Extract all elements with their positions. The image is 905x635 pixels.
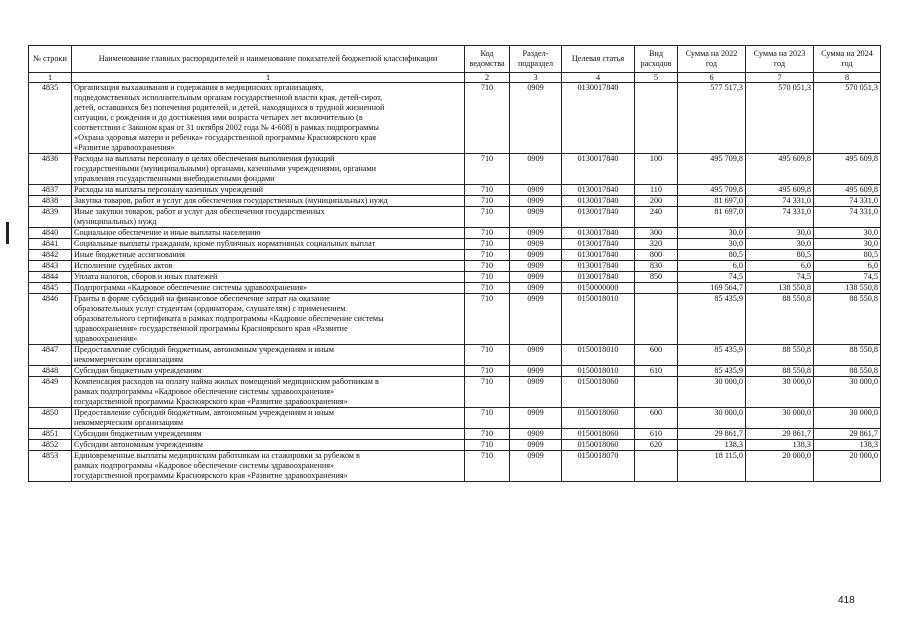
sum-2023-cell: 29 861,7 (746, 429, 814, 440)
column-number: 6 (678, 73, 746, 83)
expense-type-cell: 600 (635, 408, 678, 429)
sum-2022-cell: 81 697,0 (678, 196, 746, 207)
sum-2023-cell: 138,3 (746, 440, 814, 451)
description-line: подведомственных исполнительным органам государственной власти края, детей-сирот, (74, 93, 383, 102)
description-line: здравоохранения» государственной программы Красноярского края «Развитие (74, 324, 348, 333)
column-number: 7 (746, 73, 814, 83)
expense-type-cell: 850 (635, 272, 678, 283)
description-line: Субсидии автономным учреждениям (74, 440, 203, 449)
description-line: «Развитие здравоохранения» (74, 143, 175, 152)
header-expense-type: Вид расходов (635, 46, 678, 73)
sum-2024-cell: 138 550,8 (814, 283, 881, 294)
description-line: Иные бюджетные ассигнования (74, 250, 185, 259)
sum-2023-cell: 74,5 (746, 272, 814, 283)
sum-2022-cell: 80,5 (678, 250, 746, 261)
section-cell: 0909 (510, 239, 562, 250)
section-cell: 0909 (510, 154, 562, 185)
section-cell: 0909 (510, 377, 562, 408)
description-cell (72, 377, 465, 408)
description-cell (72, 207, 465, 228)
sum-2023-cell: 30 000,0 (746, 408, 814, 429)
table-row (29, 272, 881, 283)
sum-2024-cell: 29 861,7 (814, 429, 881, 440)
sum-2023-cell: 495 609,8 (746, 154, 814, 185)
sum-2024-cell: 30,0 (814, 228, 881, 239)
section-cell: 0909 (510, 272, 562, 283)
section-cell: 0909 (510, 294, 562, 345)
dept-code-cell: 710 (465, 261, 510, 272)
column-number: 1 (29, 73, 72, 83)
row-number-cell: 4850 (29, 408, 72, 429)
sum-2022-cell: 495 709,8 (678, 185, 746, 196)
sum-2024-cell: 80,5 (814, 250, 881, 261)
section-cell: 0909 (510, 250, 562, 261)
section-cell: 0909 (510, 366, 562, 377)
dept-code-cell: 710 (465, 154, 510, 185)
dept-code-cell: 710 (465, 228, 510, 239)
row-number-cell: 4836 (29, 154, 72, 185)
section-cell: 0909 (510, 261, 562, 272)
sum-2024-cell: 138,3 (814, 440, 881, 451)
description-line: Расходы на выплаты персоналу в целях обеспечения выполнения функций (74, 154, 335, 163)
row-number-cell: 4838 (29, 196, 72, 207)
target-article-cell: 0130017840 (562, 83, 635, 154)
sum-2024-cell: 88 550,8 (814, 366, 881, 377)
description-cell (72, 196, 465, 207)
description-line: Гранты в форме субсидий на финансовое обеспечение затрат на оказание (74, 294, 330, 303)
description-line: соответствии с Законом края от 31 октября 2002 года № 4-608) в рамках подпрограммы (74, 123, 379, 132)
sum-2024-cell: 495 609,8 (814, 185, 881, 196)
target-article-cell: 0130017840 (562, 261, 635, 272)
description-cell (72, 83, 465, 154)
table-row (29, 83, 881, 154)
sum-2023-cell: 495 609,8 (746, 185, 814, 196)
dept-code-cell: 710 (465, 83, 510, 154)
description-line: Расходы на выплаты персоналу казенных учреждений (74, 185, 263, 194)
sum-2023-cell: 88 550,8 (746, 345, 814, 366)
row-number-cell: 4853 (29, 451, 72, 482)
target-article-cell: 0150000000 (562, 283, 635, 294)
dept-code-cell: 710 (465, 408, 510, 429)
target-article-cell: 0130017840 (562, 272, 635, 283)
section-cell: 0909 (510, 207, 562, 228)
expense-type-cell: 620 (635, 440, 678, 451)
expense-type-cell: 200 (635, 196, 678, 207)
expense-type-cell: 610 (635, 429, 678, 440)
table-row (29, 377, 881, 408)
description-line: государственной программы Красноярского края «Развитие здравоохранения» (74, 471, 348, 480)
sum-2023-cell: 74 331,0 (746, 196, 814, 207)
table-row (29, 261, 881, 272)
sum-2024-cell: 20 000,0 (814, 451, 881, 482)
dept-code-cell: 710 (465, 429, 510, 440)
description-cell (72, 440, 465, 451)
expense-type-cell (635, 294, 678, 345)
table-row (29, 185, 881, 196)
sum-2024-cell: 88 550,8 (814, 345, 881, 366)
header-sum-2024: Сумма на 2024 год (814, 46, 881, 73)
description-line: Единовременные выплаты медицинским работникам на стажировки за рубежом в (74, 451, 360, 460)
description-cell (72, 228, 465, 239)
description-line: Иные закупки товаров, работ и услуг для обеспечения государственных (74, 207, 325, 216)
sum-2024-cell: 74,5 (814, 272, 881, 283)
dept-code-cell: 710 (465, 345, 510, 366)
header-sum-2022: Сумма на 2022 год (678, 46, 746, 73)
target-article-cell: 0150018070 (562, 451, 635, 482)
target-article-cell: 0130017840 (562, 250, 635, 261)
sum-2023-cell: 30 000,0 (746, 377, 814, 408)
target-article-cell: 0150018060 (562, 440, 635, 451)
column-number: 5 (635, 73, 678, 83)
sum-2022-cell: 85 435,9 (678, 345, 746, 366)
section-cell: 0909 (510, 440, 562, 451)
table-row (29, 294, 881, 345)
sum-2023-cell: 88 550,8 (746, 294, 814, 345)
description-line: детей, оставшихся без попечения родителей, и детей, находящихся в трудной жизненной (74, 103, 385, 112)
table-row (29, 250, 881, 261)
section-cell: 0909 (510, 429, 562, 440)
description-line: Предоставление субсидий бюджетным, автономным учреждениям и иным (74, 345, 334, 354)
expense-type-cell (635, 283, 678, 294)
expense-type-cell (635, 377, 678, 408)
row-number-cell: 4843 (29, 261, 72, 272)
sum-2022-cell: 169 564,7 (678, 283, 746, 294)
table-row (29, 228, 881, 239)
row-number-cell: 4837 (29, 185, 72, 196)
sum-2023-cell: 6,0 (746, 261, 814, 272)
description-line: (муниципальных) нужд (74, 217, 157, 226)
target-article-cell: 0130017840 (562, 154, 635, 185)
dept-code-cell: 710 (465, 440, 510, 451)
sum-2024-cell: 30 000,0 (814, 408, 881, 429)
description-cell (72, 261, 465, 272)
description-line: Уплата налогов, сборов и иных платежей (74, 272, 218, 281)
dept-code-cell: 710 (465, 366, 510, 377)
description-cell (72, 239, 465, 250)
expense-type-cell: 610 (635, 366, 678, 377)
sum-2022-cell: 495 709,8 (678, 154, 746, 185)
description-line: образовательных услуг студентам (ординаторам, слушателям) с применением (74, 304, 346, 313)
section-cell: 0909 (510, 408, 562, 429)
dept-code-cell: 710 (465, 196, 510, 207)
description-line: здравоохранения» (74, 334, 138, 343)
description-line: Организация выхаживания и содержания в медицинских организациях, (74, 83, 324, 92)
row-number-cell: 4849 (29, 377, 72, 408)
expense-type-cell: 600 (635, 345, 678, 366)
sum-2022-cell: 85 435,9 (678, 294, 746, 345)
column-number: 3 (510, 73, 562, 83)
scan-margin-mark (6, 222, 9, 244)
table-row (29, 207, 881, 228)
row-number-cell: 4835 (29, 83, 72, 154)
description-cell (72, 272, 465, 283)
sum-2024-cell: 570 051,3 (814, 83, 881, 154)
target-article-cell: 0130017840 (562, 207, 635, 228)
description-line: Субсидии бюджетным учреждениям (74, 429, 202, 438)
header-dept-code: Код ведомства (465, 46, 510, 73)
sum-2023-cell: 30,0 (746, 228, 814, 239)
description-line: рамках подпрограммы «Кадровое обеспечение системы здравоохранения» (74, 461, 335, 470)
header-name: Наименование главных распорядителей и наименование показателей бюджетной классификации (72, 46, 465, 73)
sum-2023-cell: 88 550,8 (746, 366, 814, 377)
expense-type-cell: 830 (635, 261, 678, 272)
header-section: Раздел-подраздел (510, 46, 562, 73)
description-line: некоммерческим организациям (74, 355, 184, 364)
row-number-cell: 4848 (29, 366, 72, 377)
section-cell: 0909 (510, 283, 562, 294)
row-number-cell: 4847 (29, 345, 72, 366)
description-cell (72, 283, 465, 294)
sum-2022-cell: 30 000,0 (678, 408, 746, 429)
column-number: 4 (562, 73, 635, 83)
description-line: Исполнение судебных актов (74, 261, 173, 270)
section-cell: 0909 (510, 451, 562, 482)
sum-2022-cell: 29 861,7 (678, 429, 746, 440)
description-line: некоммерческим организациям (74, 418, 184, 427)
description-cell (72, 345, 465, 366)
expense-type-cell: 320 (635, 239, 678, 250)
expense-type-cell (635, 83, 678, 154)
description-cell (72, 250, 465, 261)
expense-type-cell: 100 (635, 154, 678, 185)
sum-2022-cell: 85 435,9 (678, 366, 746, 377)
sum-2023-cell: 138 550,8 (746, 283, 814, 294)
dept-code-cell: 710 (465, 377, 510, 408)
sum-2024-cell: 6,0 (814, 261, 881, 272)
row-number-cell: 4840 (29, 228, 72, 239)
description-line: Закупка товаров, работ и услуг для обеспечения государственных (муниципальных) нужд (74, 196, 388, 205)
sum-2022-cell: 138,3 (678, 440, 746, 451)
section-cell: 0909 (510, 196, 562, 207)
target-article-cell: 0150018010 (562, 345, 635, 366)
expense-type-cell (635, 451, 678, 482)
target-article-cell: 0150018060 (562, 408, 635, 429)
sum-2024-cell: 30 000,0 (814, 377, 881, 408)
sum-2022-cell: 74,5 (678, 272, 746, 283)
description-cell (72, 294, 465, 345)
table-row (29, 408, 881, 429)
description-line: Социальное обеспечение и иные выплаты населению (74, 228, 261, 237)
dept-code-cell: 710 (465, 272, 510, 283)
target-article-cell: 0130017840 (562, 185, 635, 196)
sum-2022-cell: 6,0 (678, 261, 746, 272)
table-row (29, 239, 881, 250)
table-row (29, 440, 881, 451)
row-number-cell: 4841 (29, 239, 72, 250)
table-row (29, 451, 881, 482)
section-cell: 0909 (510, 185, 562, 196)
sum-2024-cell: 30,0 (814, 239, 881, 250)
row-number-cell: 4852 (29, 440, 72, 451)
table-body (29, 83, 881, 482)
expense-type-cell: 240 (635, 207, 678, 228)
sum-2023-cell: 80,5 (746, 250, 814, 261)
row-number-cell: 4842 (29, 250, 72, 261)
column-number: 2 (465, 73, 510, 83)
expense-type-cell: 300 (635, 228, 678, 239)
description-line: управления государственными внебюджетными фондами (74, 174, 275, 183)
sum-2022-cell: 18 115,0 (678, 451, 746, 482)
sum-2022-cell: 81 697,0 (678, 207, 746, 228)
description-line: государственными (муниципальными) органами, казенными учреждениями, органами (74, 164, 377, 173)
row-number-cell: 4845 (29, 283, 72, 294)
description-cell (72, 154, 465, 185)
target-article-cell: 0130017840 (562, 228, 635, 239)
expense-type-cell: 800 (635, 250, 678, 261)
target-article-cell: 0130017840 (562, 196, 635, 207)
table-row (29, 196, 881, 207)
dept-code-cell: 710 (465, 239, 510, 250)
sum-2023-cell: 570 051,3 (746, 83, 814, 154)
description-cell (72, 429, 465, 440)
row-number-cell: 4844 (29, 272, 72, 283)
table-row (29, 283, 881, 294)
description-line: рамках подпрограммы «Кадровое обеспечение системы здравоохранения» (74, 387, 335, 396)
expense-type-cell: 110 (635, 185, 678, 196)
sum-2023-cell: 30,0 (746, 239, 814, 250)
description-line: «Охрана здоровья матери и ребенка» государственной программы Красноярского края (74, 133, 376, 142)
column-number: 8 (814, 73, 881, 83)
header-target-article: Целевая статья (562, 46, 635, 73)
page-number: 418 (838, 595, 855, 606)
column-number: 1 (72, 73, 465, 83)
sum-2022-cell: 577 517,3 (678, 83, 746, 154)
description-line: ситуации, с рождения и до достижения ими возраста четырех лет включительно (в (74, 113, 363, 122)
sum-2023-cell: 20 000,0 (746, 451, 814, 482)
sum-2022-cell: 30,0 (678, 239, 746, 250)
dept-code-cell: 710 (465, 185, 510, 196)
description-line: Компенсация расходов на оплату найма жилых помещений медицинским работникам в (74, 377, 379, 386)
table-row (29, 154, 881, 185)
description-line: Предоставление субсидий бюджетным, автономным учреждениям и иным (74, 408, 334, 417)
description-line: Подпрограмма «Кадровое обеспечение системы здравоохранения» (74, 283, 308, 292)
budget-table (28, 45, 881, 482)
sum-2024-cell: 74 331,0 (814, 196, 881, 207)
table-row (29, 345, 881, 366)
row-number-cell: 4851 (29, 429, 72, 440)
sum-2022-cell: 30 000,0 (678, 377, 746, 408)
dept-code-cell: 710 (465, 250, 510, 261)
table-row (29, 366, 881, 377)
description-cell (72, 408, 465, 429)
description-line: Социальные выплаты гражданам, кроме публичных нормативных социальных выплат (74, 239, 376, 248)
column-number-row (29, 73, 881, 83)
section-cell: 0909 (510, 83, 562, 154)
description-line: Субсидии бюджетным учреждениям (74, 366, 202, 375)
target-article-cell: 0150018010 (562, 294, 635, 345)
description-cell (72, 451, 465, 482)
row-number-cell: 4839 (29, 207, 72, 228)
target-article-cell: 0150018060 (562, 377, 635, 408)
dept-code-cell: 710 (465, 283, 510, 294)
description-cell (72, 366, 465, 377)
sum-2023-cell: 74 331,0 (746, 207, 814, 228)
sum-2024-cell: 495 609,8 (814, 154, 881, 185)
dept-code-cell: 710 (465, 294, 510, 345)
sum-2022-cell: 30,0 (678, 228, 746, 239)
target-article-cell: 0130017840 (562, 239, 635, 250)
header-row-number: № строки (29, 46, 72, 73)
dept-code-cell: 710 (465, 451, 510, 482)
sum-2024-cell: 74 331,0 (814, 207, 881, 228)
description-line: государственной программы Красноярского края «Развитие здравоохранения» (74, 397, 348, 406)
description-cell (72, 185, 465, 196)
target-article-cell: 0150018060 (562, 429, 635, 440)
table-header-row (29, 46, 881, 73)
description-line: образовательного сертификата в рамках подпрограммы «Кадровое обеспечение системы (74, 314, 384, 323)
dept-code-cell: 710 (465, 207, 510, 228)
section-cell: 0909 (510, 345, 562, 366)
row-number-cell: 4846 (29, 294, 72, 345)
sum-2024-cell: 88 550,8 (814, 294, 881, 345)
header-sum-2023: Сумма на 2023 год (746, 46, 814, 73)
target-article-cell: 0150018010 (562, 366, 635, 377)
section-cell: 0909 (510, 228, 562, 239)
table-row (29, 429, 881, 440)
